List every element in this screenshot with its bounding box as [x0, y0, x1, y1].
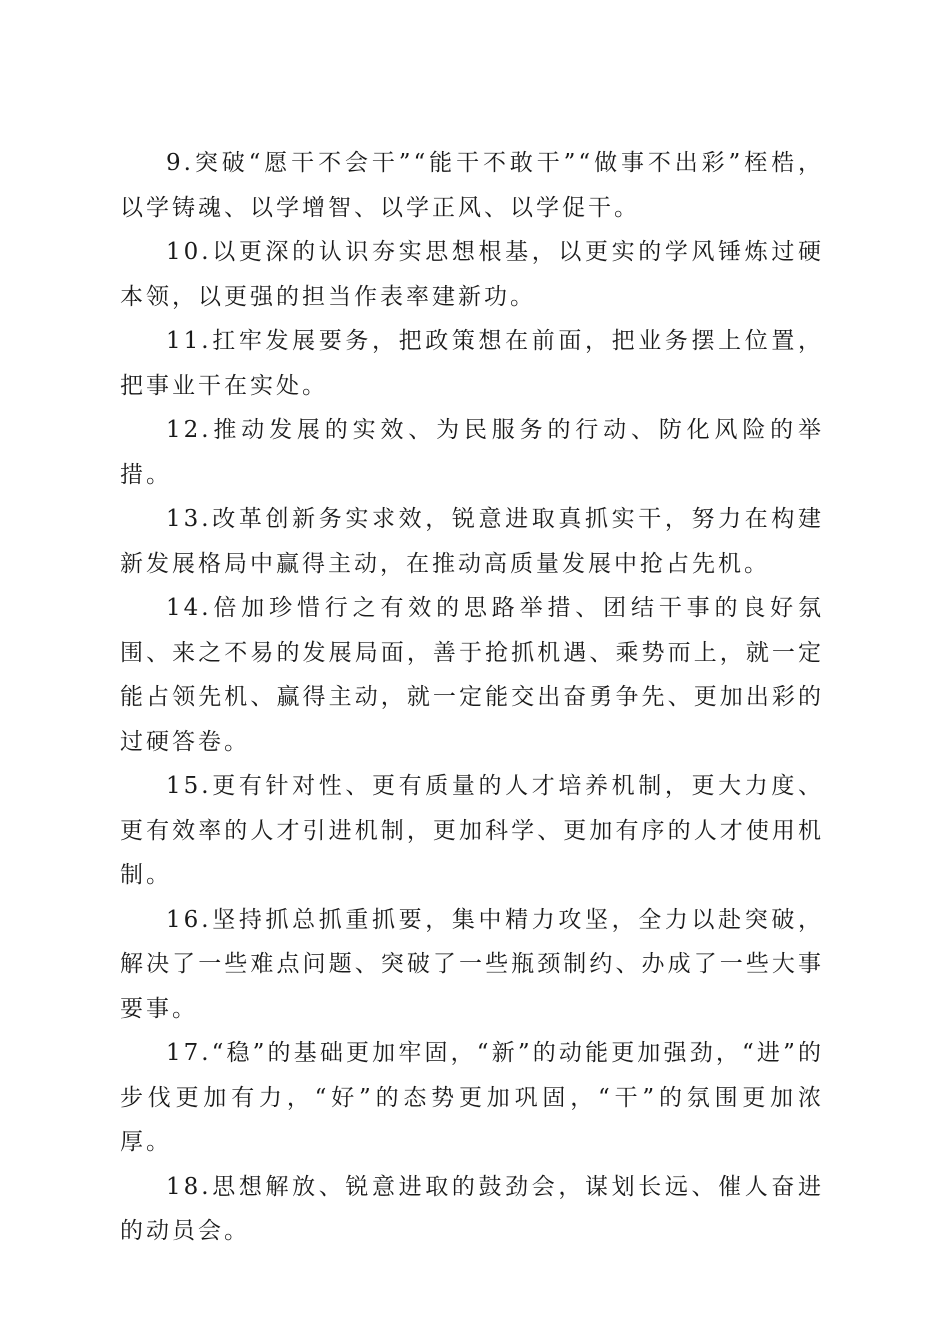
- paragraph-12: 12.推动发展的实效、为民服务的行动、防化风险的举措。: [120, 417, 824, 488]
- paragraph-9: 9.突破“愿干不会干”“能干不敢干”“做事不出彩”桎梏，以学铸魂、以学增智、以学正风、以学促干。: [120, 150, 824, 221]
- paragraph-10: 10.以更深的认识夯实思想根基，以更实的学风锤炼过硬本领，以更强的担当作表率建新功。: [120, 239, 824, 310]
- paragraph-16: 16.坚持抓总抓重抓要，集中精力攻坚，全力以赴突破，解决了一些难点问题、突破了一些瓶颈制约、办成了一些大事要事。: [120, 906, 824, 1022]
- paragraph-18: 18.思想解放、锐意进取的鼓劲会，谋划长远、催人奋进的动员会。: [120, 1173, 824, 1244]
- paragraph-11: 11.扛牢发展要务，把政策想在前面，把业务摆上位置，把事业干在实处。: [120, 328, 824, 399]
- paragraph-17: 17.“稳”的基础更加牢固，“新”的动能更加强劲，“进”的步伐更加有力，“好”的态势更加巩固，“干”的氛围更加浓厚。: [120, 1040, 824, 1155]
- document-body: [120, 141, 824, 1254]
- paragraph-13: 13.改革创新务实求效，锐意进取真抓实干，努力在构建新发展格局中赢得主动，在推动高质量发展中抢占先机。: [120, 506, 824, 577]
- paragraph-14: 14.倍加珍惜行之有效的思路举措、团结干事的良好氛围、来之不易的发展局面，善于抢抓机遇、乘势而上，就一定能占领先机、赢得主动，就一定能交出奋勇争先、更加出彩的过硬答卷。: [120, 595, 824, 755]
- paragraph-15: 15.更有针对性、更有质量的人才培养机制，更大力度、更有效率的人才引进机制，更加科学、更加有序的人才使用机制。: [120, 773, 824, 888]
